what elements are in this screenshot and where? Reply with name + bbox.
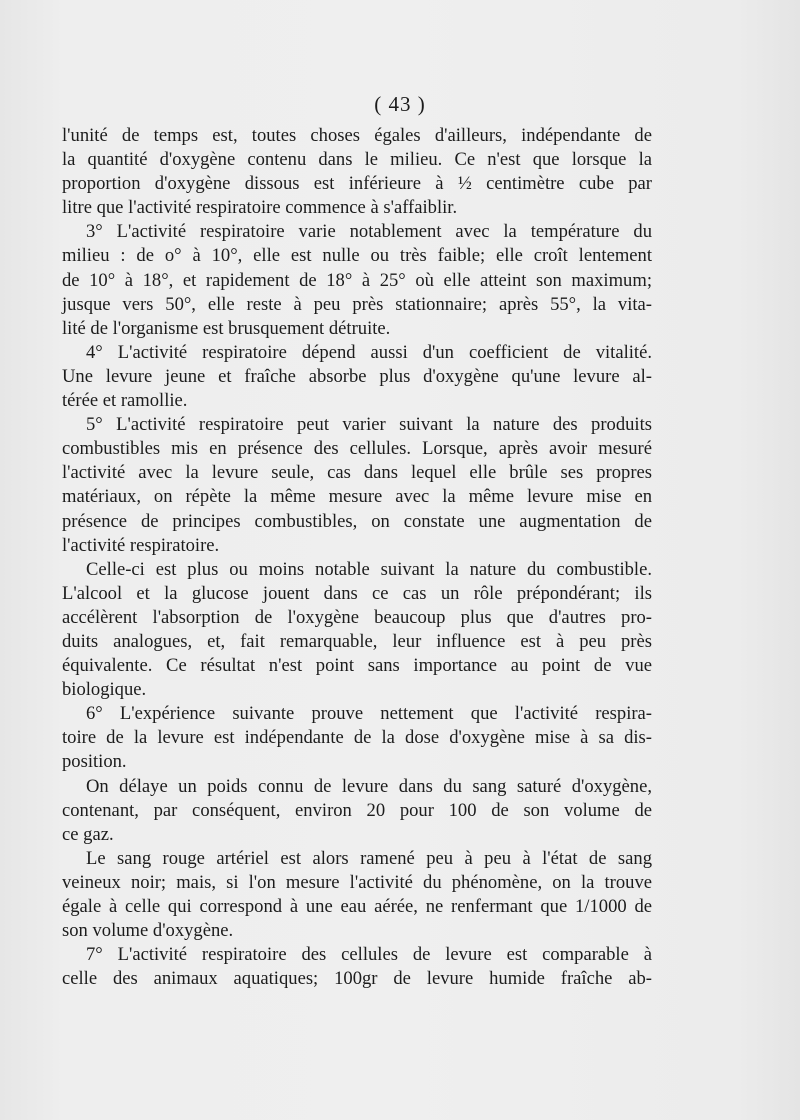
text-line: Une levure jeune et fraîche absorbe plus d'oxygène qu'une levure al- bbox=[62, 365, 652, 387]
text-line: veineux noir; mais, si l'on mesure l'activité du phénomène, on la trouve bbox=[62, 871, 652, 893]
text-line: 5° L'activité respiratoire peut varier suivant la nature des produits bbox=[86, 414, 652, 436]
text-line: biologique. bbox=[62, 679, 147, 701]
text-line: toire de la levure est indépendante de la dose d'oxygène mise à sa dis- bbox=[62, 727, 652, 749]
text-line: milieu : de o° à 10°, elle est nulle ou très faible; elle croît lentement bbox=[62, 245, 652, 267]
text-line: L'alcool et la glucose jouent dans ce cas un rôle prépondérant; ils bbox=[62, 582, 652, 604]
text-line: Le sang rouge artériel est alors ramené peu à peu à l'état de sang bbox=[86, 847, 652, 869]
text-line: l'activité avec la levure seule, cas dans lequel elle brûle ses propres bbox=[62, 462, 652, 484]
text-line: 4° L'activité respiratoire dépend aussi d'un coefficient de vitalité. bbox=[86, 341, 652, 363]
text-line: On délaye un poids connu de levure dans du sang saturé d'oxygène, bbox=[86, 775, 652, 797]
body-text bbox=[62, 124, 652, 991]
text-line: duits analogues, et, fait remarquable, leur influence est à peu près bbox=[62, 630, 652, 652]
text-line: combustibles mis en présence des cellules. Lorsque, après avoir mesuré bbox=[62, 438, 652, 460]
text-line: l'activité respiratoire. bbox=[62, 534, 220, 556]
text-line: 6° L'expérience suivante prouve nettement que l'activité respira- bbox=[86, 703, 652, 725]
text-line: son volume d'oxygène. bbox=[62, 920, 234, 942]
text-line: celle des animaux aquatiques; 100gr de levure humide fraîche ab- bbox=[62, 968, 652, 990]
text-line: accélèrent l'absorption de l'oxygène beaucoup plus que d'autres pro- bbox=[62, 606, 652, 628]
text-line: équivalente. Ce résultat n'est point sans importance au point de vue bbox=[62, 655, 652, 677]
text-line: ce gaz. bbox=[62, 823, 114, 845]
text-line: de 10° à 18°, et rapidement de 18° à 25° où elle atteint son maximum; bbox=[62, 269, 652, 291]
text-line: matériaux, on répète la même mesure avec la même levure mise en bbox=[62, 486, 652, 508]
text-line: litre que l'activité respiratoire commence à s'affaiblir. bbox=[62, 197, 458, 219]
text-line: contenant, par conséquent, environ 20 pour 100 de son volume de bbox=[62, 799, 652, 821]
text-line: la quantité d'oxygène contenu dans le milieu. Ce n'est que lorsque la bbox=[62, 149, 652, 171]
text-line: Celle-ci est plus ou moins notable suivant la nature du combustible. bbox=[86, 558, 652, 580]
text-line: l'unité de temps est, toutes choses égales d'ailleurs, indépendante de bbox=[62, 125, 652, 146]
text-line: présence de principes combustibles, on constate une augmentation de bbox=[62, 510, 652, 532]
page-number: ( 43 ) bbox=[374, 92, 426, 116]
text-line: 7° L'activité respiratoire des cellules de levure est comparable à bbox=[86, 944, 652, 966]
text-line: proportion d'oxygène dissous est inférieure à ½ centimètre cube par bbox=[62, 173, 652, 195]
text-line: 3° L'activité respiratoire varie notablement avec la température du bbox=[86, 221, 652, 243]
text-line: jusque vers 50°, elle reste à peu près stationnaire; après 55°, la vita- bbox=[62, 293, 652, 315]
text-line: térée et ramollie. bbox=[62, 390, 188, 412]
text-line: lité de l'organisme est brusquement détruite. bbox=[62, 317, 391, 339]
text-line: position. bbox=[62, 751, 127, 773]
text-line: égale à celle qui correspond à une eau aérée, ne renfermant que 1/1000 de bbox=[62, 896, 652, 917]
